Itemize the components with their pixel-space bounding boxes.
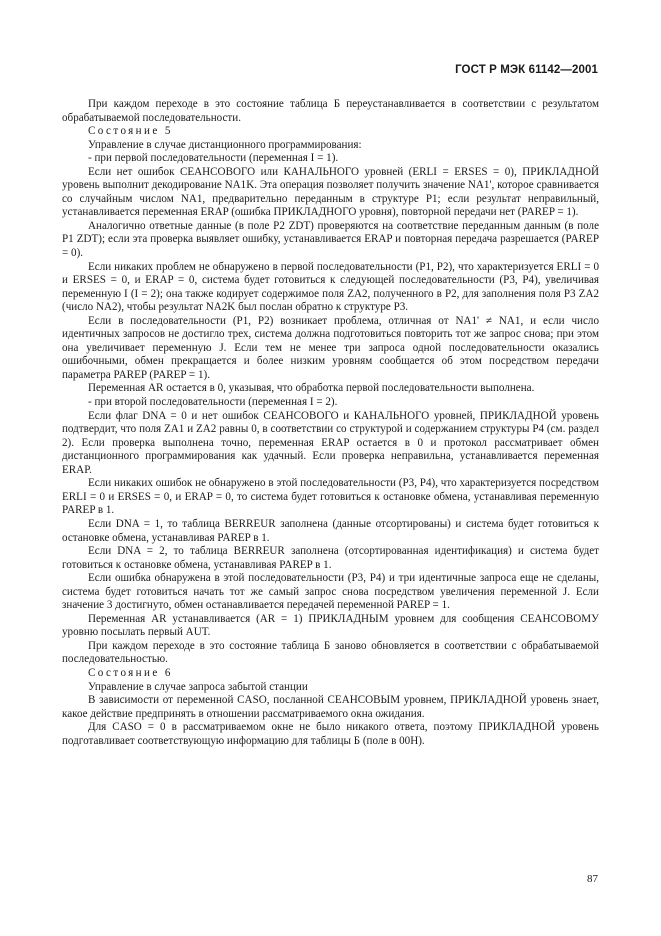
paragraph: При каждом переходе в это состояние таблица Б заново обновляется в соответствии с обрабатываемой последовательностью. <box>62 639 599 666</box>
paragraph: Управление в случае запроса забытой станции <box>88 680 308 693</box>
section-heading: Состояние 5 <box>88 125 173 138</box>
list-item: - при второй последовательности (переменная I = 2). <box>88 396 338 409</box>
paragraph: Если никаких проблем не обнаружено в первой последовательности (P1, P2), что характеризуется ERLI = 0 и ERSES = 0, и ERAP = 0, система будет готовиться к следующей последовательности (P3, P4), увеличивая переменную I (I = 2); она также кодирует содержимое поля ZA2, полученного в P2, для заполнения поля P3 ZA2 (число NA2), чтобы результат NA2K был послан обратно к структуре P3. <box>62 260 599 314</box>
paragraph: Если DNA = 1, то таблица BERREUR заполнена (данные отсортированы) и система будет готовиться к остановке обмена, устанавливая PAREP в 1. <box>62 517 599 544</box>
paragraph: Если в последовательности (P1, P2) возникает проблема, отличная от NA1' ≠ NA1, и если число идентичных запросов не достигло трех, система должна подготовиться повторить тот же запрос снова; при этом она увеличивает переменную J. Если тем не менее три запроса одной последовательности оказались ошибочными, обмен прекращается и более низким уровням сообщается об этом посредством передачи параметра PAREP (PAREP = 1). <box>62 314 599 381</box>
paragraph: Аналогично ответные данные (в поле P2 ZDT) проверяются на соответствие переданным данным (в поле P1 ZDT); если эта проверка выявляет ошибку, устанавливается ERAP и повторная передача разрешается (PAREP = 0). <box>62 219 599 260</box>
paragraph: Для CASO = 0 в рассматриваемом окне не было никакого ответа, поэтому ПРИКЛАДНОЙ уровень подготавливает соответствующую информацию для таблицы Б (поле в 00H). <box>62 721 599 747</box>
paragraph: Переменная AR остается в 0, указывая, что обработка первой последовательности выполнена. <box>88 382 535 395</box>
paragraph: Переменная AR устанавливается (AR = 1) ПРИКЛАДНЫМ уровнем для сообщения СЕАНСОВОМУ уровню посылать первый AUT. <box>62 612 599 639</box>
page-number: 87 <box>587 873 598 885</box>
paragraph: В зависимости от переменной CASO, посланной СЕАНСОВЫМ уровнем, ПРИКЛАДНОЙ уровень знает, какое действие предпринять в отношении рассматриваемого окна ожидания. <box>62 694 599 720</box>
document-header: ГОСТ Р МЭК 61142—2001 <box>455 64 598 76</box>
paragraph: Если ошибка обнаружена в этой последовательности (P3, P4) и три идентичные запроса еще не сделаны, система будет готовиться начать тот же самый запрос снова посредством увеличения переменной J. Если значение 3 достигнуто, обмен останавливается передачей переменной PAREP = 1. <box>62 572 599 612</box>
paragraph: Если флаг DNA = 0 и нет ошибок СЕАНСОВОГО и КАНАЛЬНОГО уровней, ПРИКЛАДНОЙ уровень подтвердит, что поля ZA1 и ZA2 равны 0, в соответствии со структурой и содержанием структуры P4 (см. раздел 2). Если проверка выполнена точно, переменная ERAP остается в 0 и протокол рассматривает обмен дистанционного программирования как удачный. Если проверка неправильна, устанавливается переменная ERAP. <box>62 409 599 476</box>
section-heading: Состояние 6 <box>88 666 173 679</box>
paragraph: При каждом переходе в это состояние таблица Б переустанавливается в соответствии с результатом обрабатываемой последовательности. <box>62 98 599 124</box>
paragraph: Если никаких ошибок не обнаружено в этой последовательности (P3, P4), что характеризуется посредством ERLI = 0 и ERSES = 0, и ERAP = 0, то система будет готовиться к остановке обмена, устанавливая переменную PAREP в 1. <box>62 477 599 517</box>
paragraph: Если DNA = 2, то таблица BERREUR заполнена (отсортированная идентификация) и система будет готовиться к остановке обмена, устанавливая PAREP в 1. <box>62 545 599 571</box>
list-item: - при первой последовательности (переменная I = 1). <box>88 152 339 165</box>
paragraph: Управление в случае дистанционного программирования: <box>88 138 362 151</box>
body-text <box>62 98 599 748</box>
paragraph: Если нет ошибок СЕАНСОВОГО или КАНАЛЬНОГО уровней (ERLI = ERSES = 0), ПРИКЛАДНОЙ уровень выполнит декодирование NA1K. Эта операция позволяет получить значение NA1', которое сравнивается со случайным числом NA1, предварительно переданным в структуре P1; если результат неправильный, устанавливается переменная ERAP (ошибка ПРИКЛАДНОГО уровня), повторной передачи нет (PAREP = 1). <box>62 165 599 219</box>
